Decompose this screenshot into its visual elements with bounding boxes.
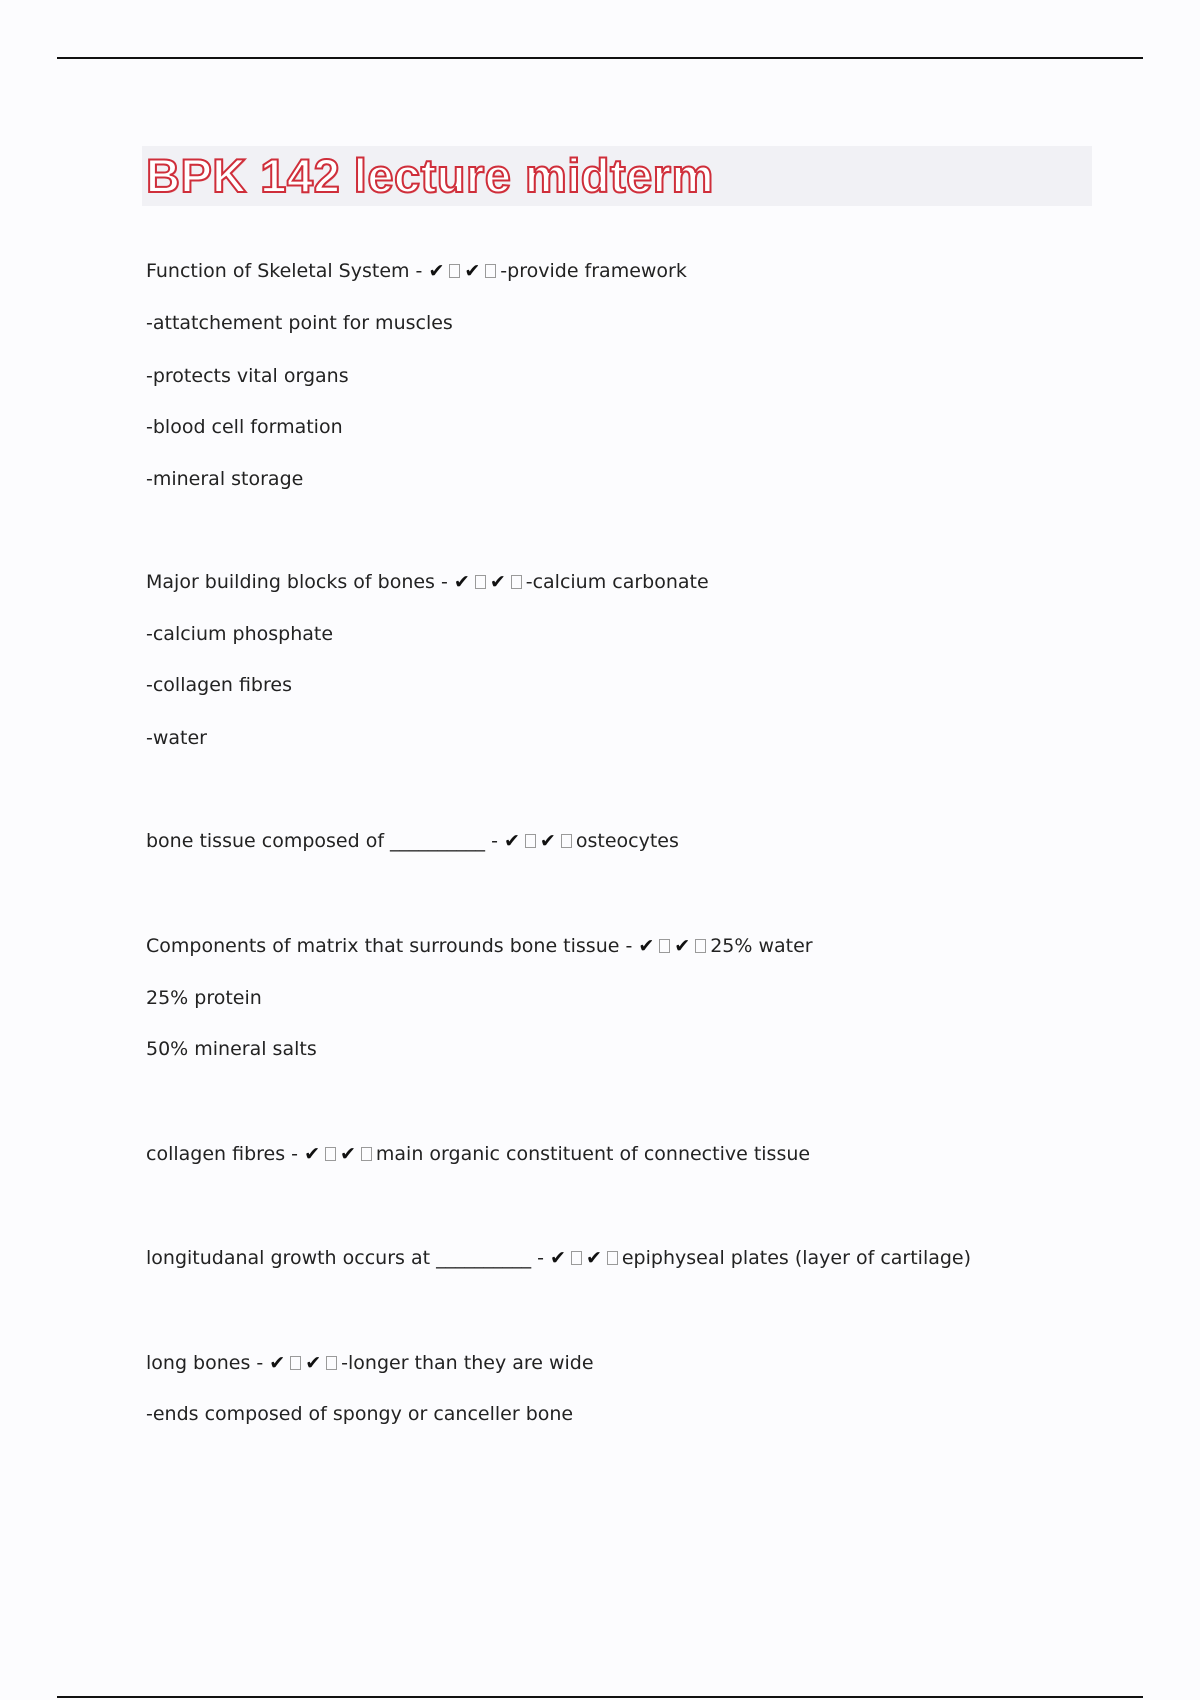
question-text: Components of matrix that surrounds bone tissue - bbox=[146, 935, 639, 957]
answer-text: osteocytes bbox=[575, 830, 679, 852]
checkbox-glyph-icon bbox=[326, 1356, 337, 1370]
qa-line bbox=[146, 934, 813, 958]
checkbox-glyph-icon bbox=[475, 575, 486, 589]
check-icon: ✔ bbox=[674, 935, 691, 957]
check-icon: ✔ bbox=[269, 1352, 286, 1374]
checkbox-glyph-icon bbox=[449, 264, 460, 278]
answer-text: epiphyseal plates (layer of cartilage) bbox=[621, 1247, 972, 1269]
answer-continuation: 50% mineral salts bbox=[146, 1038, 317, 1060]
check-icon: ✔ bbox=[550, 1247, 566, 1269]
answer-continuation: -collagen fibres bbox=[146, 674, 292, 696]
answer-continuation: -water bbox=[146, 727, 207, 749]
checkbox-glyph-icon bbox=[571, 1251, 582, 1265]
question-text: long bones - bbox=[146, 1352, 270, 1374]
answer-continuation: -calcium phosphate bbox=[146, 623, 334, 645]
question-text: Function of Skeletal System - bbox=[146, 260, 429, 282]
answer-continuation: -ends composed of spongy or canceller bone bbox=[146, 1403, 574, 1425]
check-icon: ✔ bbox=[638, 935, 655, 957]
top-rule bbox=[57, 57, 1143, 59]
check-icon: ✔ bbox=[489, 571, 506, 593]
answer-continuation: -protects vital organs bbox=[146, 365, 349, 387]
check-icon: ✔ bbox=[504, 830, 520, 852]
document-title: BPK 142 lecture midterm bbox=[146, 149, 714, 202]
checkbox-glyph-icon bbox=[525, 834, 536, 848]
checkbox-glyph-icon bbox=[290, 1356, 301, 1370]
question-text: bone tissue composed of __________ - bbox=[146, 830, 504, 852]
question-text: longitudanal growth occurs at __________ - bbox=[146, 1247, 551, 1269]
answer-text: -provide framework bbox=[500, 260, 687, 282]
qa-line bbox=[146, 570, 709, 594]
checkbox-glyph-icon bbox=[695, 939, 706, 953]
qa-line bbox=[146, 1142, 810, 1166]
checkbox-glyph-icon bbox=[485, 264, 496, 278]
answer-continuation: -blood cell formation bbox=[146, 416, 343, 438]
checkbox-glyph-icon bbox=[607, 1251, 618, 1265]
checkbox-glyph-icon bbox=[659, 939, 670, 953]
answer-continuation: -attatchement point for muscles bbox=[146, 312, 453, 334]
qa-line bbox=[146, 829, 679, 853]
check-icon: ✔ bbox=[539, 830, 556, 852]
checkbox-glyph-icon bbox=[325, 1147, 336, 1161]
question-text: collagen fibres - bbox=[146, 1143, 305, 1165]
answer-continuation: -mineral storage bbox=[146, 468, 304, 490]
check-icon: ✔ bbox=[464, 260, 481, 282]
checkbox-glyph-icon bbox=[361, 1147, 372, 1161]
answer-text: main organic constituent of connective tissue bbox=[375, 1143, 811, 1165]
qa-line bbox=[146, 259, 687, 283]
question-text: Major building blocks of bones - bbox=[146, 571, 454, 593]
answer-text: -longer than they are wide bbox=[341, 1352, 594, 1374]
answer-text: -calcium carbonate bbox=[525, 571, 709, 593]
check-icon: ✔ bbox=[339, 1143, 356, 1165]
qa-line bbox=[146, 1351, 594, 1375]
bottom-rule bbox=[57, 1696, 1143, 1698]
check-icon: ✔ bbox=[585, 1247, 602, 1269]
check-icon: ✔ bbox=[428, 260, 445, 282]
qa-line bbox=[146, 1246, 971, 1270]
checkbox-glyph-icon bbox=[511, 575, 522, 589]
answer-text: 25% water bbox=[710, 935, 813, 957]
check-icon: ✔ bbox=[453, 571, 470, 593]
answer-continuation: 25% protein bbox=[146, 987, 262, 1009]
checkbox-glyph-icon bbox=[561, 834, 572, 848]
check-icon: ✔ bbox=[305, 1352, 322, 1374]
check-icon: ✔ bbox=[304, 1143, 320, 1165]
